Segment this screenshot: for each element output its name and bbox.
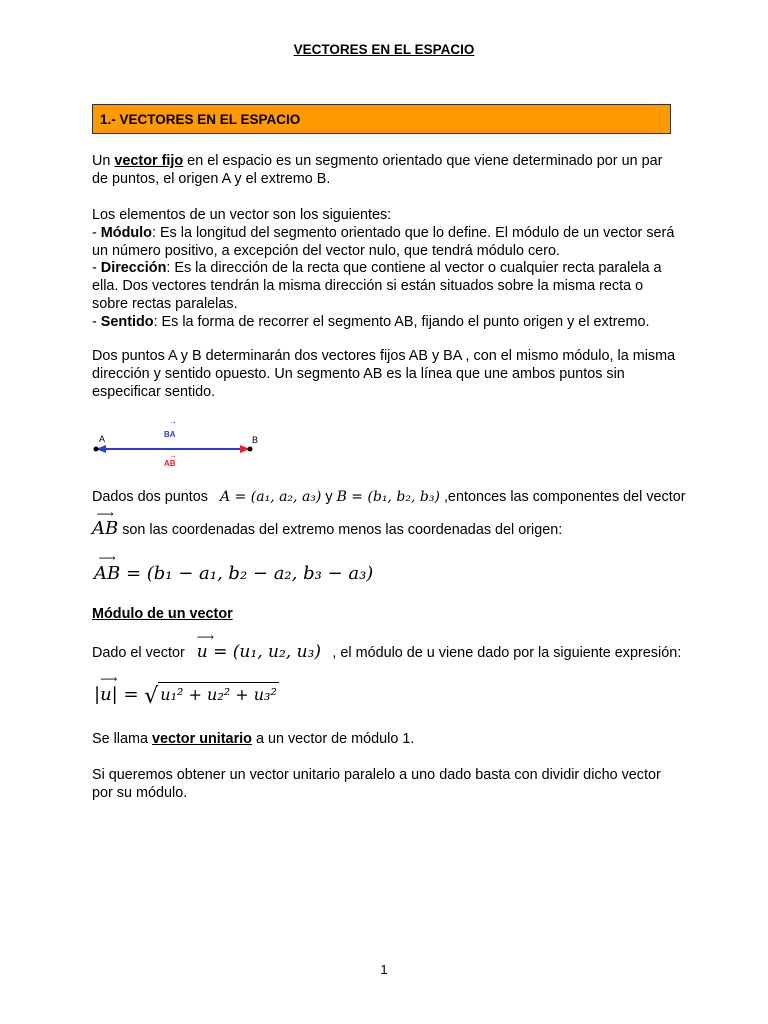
list-item-sentido <box>92 314 677 332</box>
paragraph-componentes <box>92 519 692 540</box>
abs-open: | <box>94 684 101 705</box>
modulo-heading: Módulo de un vector <box>92 606 233 622</box>
text: Se llama <box>92 731 152 747</box>
text: Dado el vector <box>92 645 185 661</box>
term-vector-unitario: vector unitario <box>152 731 252 747</box>
point-b-dot <box>248 447 253 452</box>
list-item-direccion <box>92 260 677 313</box>
formula-u-components: = (u₁, u₂, u₃) <box>207 642 321 662</box>
document-title: VECTORES EN EL ESPACIO <box>293 42 475 57</box>
term-modulo: Módulo <box>100 224 152 241</box>
term-sentido: Sentido <box>100 313 154 330</box>
ba-arrow-mark: → <box>169 417 177 426</box>
dash: - <box>92 224 101 241</box>
paragraph-vector-unitario <box>92 731 677 749</box>
ab-arrow-mark: → <box>169 451 177 460</box>
point-a-dot <box>94 447 99 452</box>
ab-label: AB <box>164 459 176 468</box>
list-item-modulo <box>92 225 677 261</box>
paragraph-vector-fijo <box>92 153 677 189</box>
term-vector-fijo: vector fijo <box>114 153 184 169</box>
paragraph-dados-puntos <box>92 488 692 506</box>
point-a-label: A <box>99 434 106 444</box>
text: ,entonces las componentes del vector <box>443 489 686 505</box>
dash: - <box>92 313 101 330</box>
point-a-coords: A = (a₁, a₂, a₃) <box>220 489 322 505</box>
formula-ab-lhs: ⟶ AB <box>94 563 120 584</box>
text: : Es la dirección de la recta que contiene al vector o cualquier recta paralela a ella. Dos vectores tendrán la misma dirección si están situados sobre la misma recta o sobre rectas paralelas. <box>92 260 662 312</box>
point-b-label: B <box>252 435 259 445</box>
text: Un <box>92 153 115 169</box>
text: : Es la forma de recorrer el segmento AB, fijando el punto origen y el extremo. <box>153 313 650 330</box>
vectors-diagram <box>92 417 262 473</box>
vector-ab-symbol: ⟶ AB <box>92 519 118 539</box>
vector-u-symbol: ⟶ u <box>100 684 112 705</box>
abs-close-equals: | = <box>111 684 145 705</box>
text: son las coordenadas del extremo menos las coordenadas del origen: <box>118 522 563 538</box>
formula-modulus <box>94 682 279 712</box>
paragraph-elements <box>92 207 677 332</box>
formula-ab-rhs: = (b₁ − a₁, b₂ − a₂, b₃ − a₃) <box>120 563 374 584</box>
text: y <box>325 489 333 505</box>
text: , el módulo de u viene dado por la siguiente expresión: <box>332 645 682 661</box>
formula-ab-components <box>94 563 373 584</box>
text: en el espacio es un segmento orientado que viene determinado por un par de puntos, el origen A y el extremo B. <box>92 153 663 187</box>
ba-label: BA <box>164 430 176 439</box>
section-heading: 1.- VECTORES EN EL ESPACIO <box>100 112 301 127</box>
formula-u <box>197 642 327 662</box>
paragraph-two-points: Dos puntos A y B determinarán dos vectores fijos AB y BA , con el mismo módulo, la misma dirección y sentido opuesto. Un segmento AB es la línea que une ambos puntos sin especificar sentido. <box>92 348 676 400</box>
term-direccion: Dirección <box>100 260 167 277</box>
page-number: 1 <box>380 962 388 977</box>
vectors-figure <box>92 417 262 473</box>
vector-u-symbol: ⟶ u <box>197 642 208 662</box>
paragraph-dado-vector <box>92 642 712 663</box>
sqrt-radicand: u₁² + u₂² + u₃² <box>158 682 279 704</box>
section-heading-box <box>92 104 671 134</box>
elements-intro: Los elementos de un vector son los siguientes: <box>92 207 392 223</box>
paragraph-unitario-paralelo: Si queremos obtener un vector unitario paralelo a uno dado basta con dividir dicho vector por su módulo. <box>92 767 661 801</box>
text: : Es la longitud del segmento orientado que lo define. El módulo de un vector será un número positivo, a excepción del vector nulo, que tendrá módulo cero. <box>92 224 675 259</box>
dash: - <box>92 260 101 277</box>
text: Dados dos puntos <box>92 489 209 505</box>
text: a un vector de módulo 1. <box>251 731 415 747</box>
sqrt-sign: √ <box>144 684 159 709</box>
point-b-coords: B = (b₁, b₂, b₃) <box>336 489 440 505</box>
